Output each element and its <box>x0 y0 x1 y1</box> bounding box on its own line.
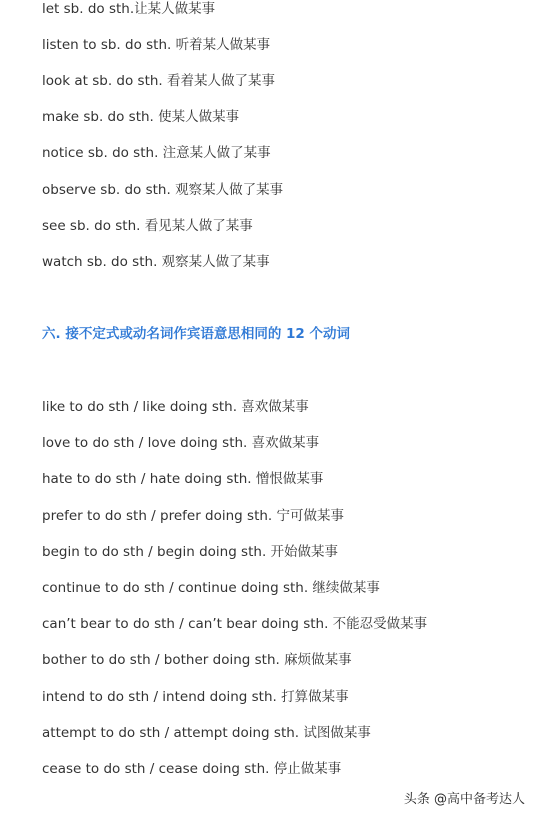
phrase-line: prefer to do sth / prefer doing sth. 宁可做某事 <box>42 508 344 524</box>
section-heading: 六. 接不定式或动名词作宾语意思相同的 12 个动词 <box>42 326 351 342</box>
phrase-line: cease to do sth / cease doing sth. 停止做某事 <box>42 761 342 777</box>
phrase-line: look at sb. do sth. 看着某人做了某事 <box>42 73 276 89</box>
phrase-line: intend to do sth / intend doing sth. 打算做某事 <box>42 689 349 705</box>
phrase-line: bother to do sth / bother doing sth. 麻烦做某事 <box>42 652 352 668</box>
phrase-line: see sb. do sth. 看见某人做了某事 <box>42 218 253 234</box>
phrase-line: like to do sth / like doing sth. 喜欢做某事 <box>42 399 309 415</box>
watermark: 头条 @高中备考达人 <box>403 792 525 807</box>
phrase-line: love to do sth / love doing sth. 喜欢做某事 <box>42 435 320 451</box>
phrase-line: attempt to do sth / attempt doing sth. 试图做某事 <box>42 725 371 741</box>
phrase-line: let sb. do sth.让某人做某事 <box>42 1 216 17</box>
phrase-line: hate to do sth / hate doing sth. 憎恨做某事 <box>42 471 324 487</box>
phrase-line: watch sb. do sth. 观察某人做了某事 <box>42 254 270 270</box>
phrase-line: continue to do sth / continue doing sth. 继续做某事 <box>42 580 380 596</box>
phrase-line: begin to do sth / begin doing sth. 开始做某事 <box>42 544 339 560</box>
phrase-line: listen to sb. do sth. 听着某人做某事 <box>42 37 271 53</box>
phrase-line: notice sb. do sth. 注意某人做了某事 <box>42 145 271 161</box>
phrase-line: make sb. do sth. 使某人做某事 <box>42 109 240 125</box>
phrase-line: observe sb. do sth. 观察某人做了某事 <box>42 182 284 198</box>
phrase-line: can’t bear to do sth / can’t bear doing sth. 不能忍受做某事 <box>42 616 428 632</box>
